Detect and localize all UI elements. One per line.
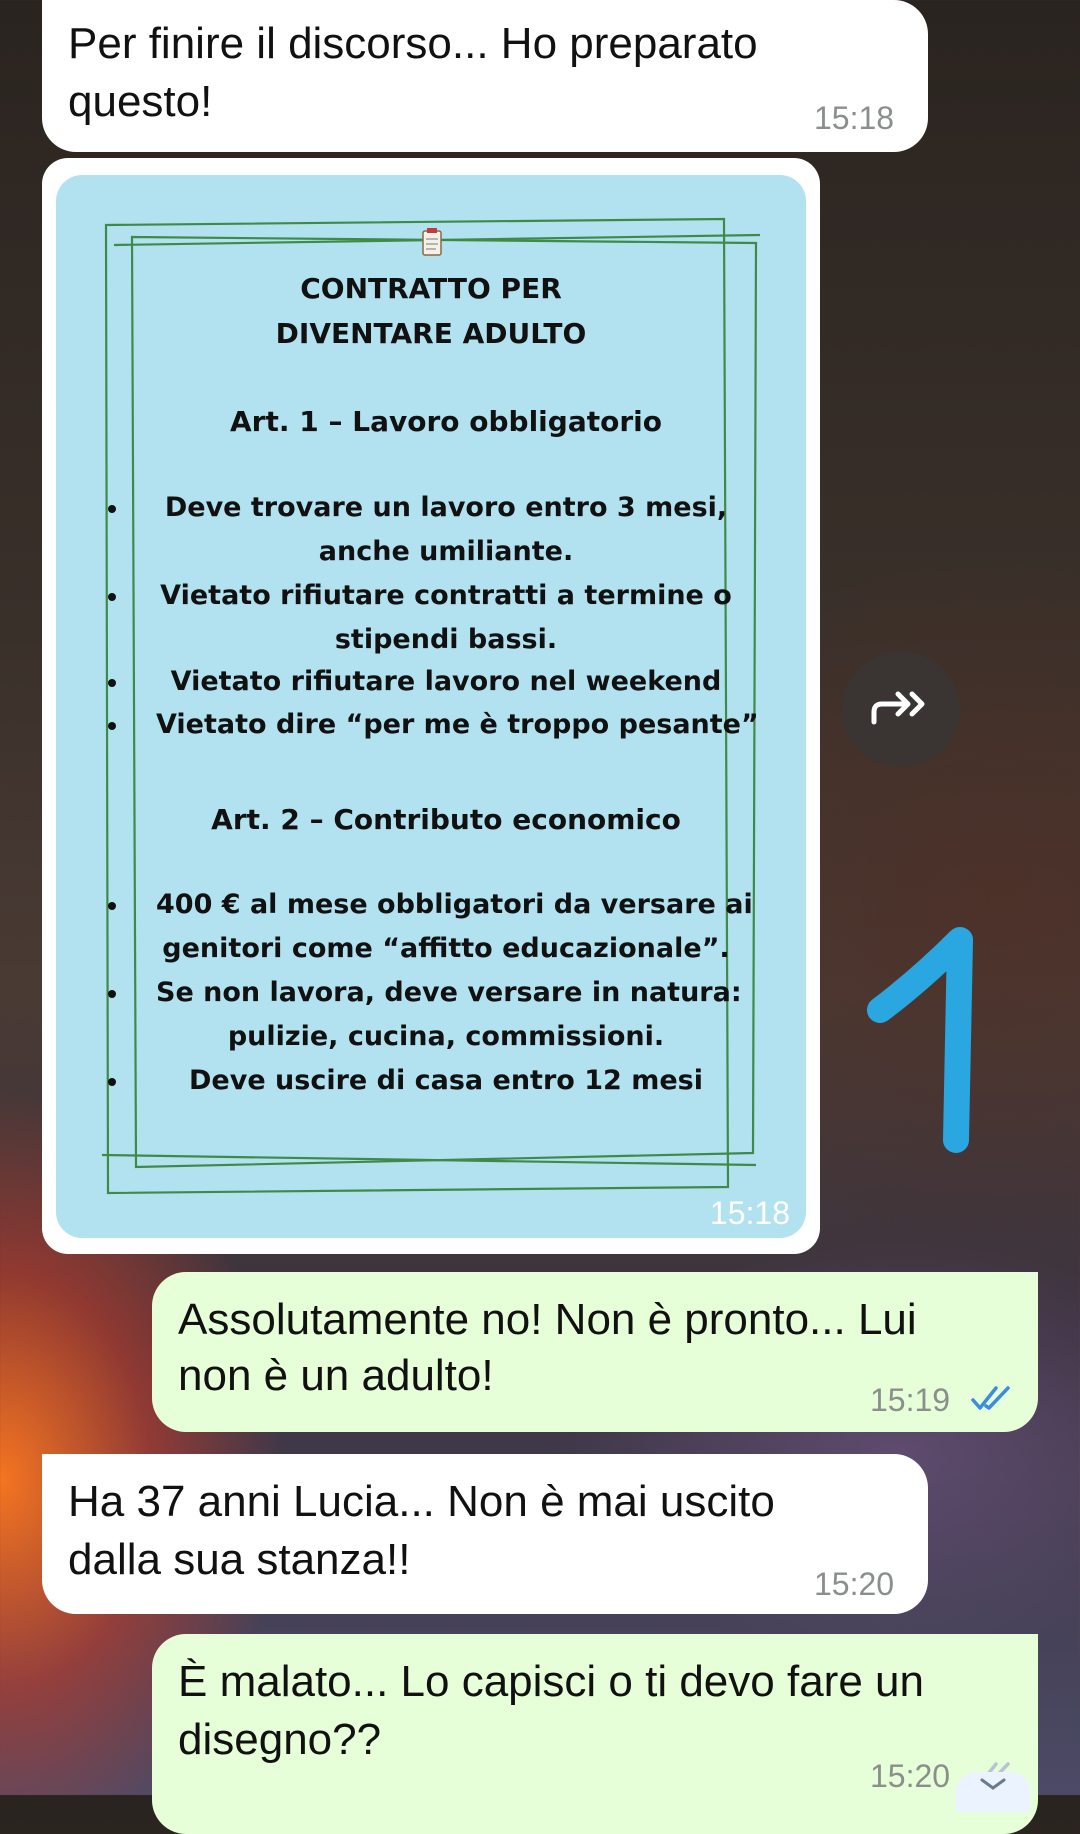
contract-title: CONTRATTO PER [300, 272, 562, 305]
bullet [108, 902, 116, 910]
message-text: È malato... Lo capisci o ti devo fare un [178, 1657, 924, 1706]
annotation-number-one [860, 920, 1000, 1160]
chevron-down-icon [956, 1772, 1030, 1796]
bullet [108, 593, 116, 601]
article-heading: Art. 1 – Lavoro obbligatorio [230, 405, 662, 438]
message-timestamp: 15:20 [870, 1758, 951, 1794]
message-timestamp: 15:19 [870, 1382, 951, 1418]
message-text: Ha 37 anni Lucia... Non è mai uscito [68, 1477, 775, 1526]
bullet [108, 1078, 116, 1086]
contract-clause: Vietato rifiutare contratti a termine o [160, 580, 732, 611]
scroll-down-button[interactable] [956, 1772, 1030, 1812]
message-text: Assolutamente no! Non è pronto... Lui [178, 1295, 917, 1344]
contract-clause: anche umiliante. [318, 536, 574, 567]
contract-clause: Vietato rifiutare lavoro nel weekend [170, 666, 722, 697]
contract-clause: Deve uscire di casa entro 12 mesi [189, 1065, 703, 1096]
contract-title: DIVENTARE ADULTO [275, 317, 587, 350]
bullet [108, 505, 116, 513]
forward-icon [842, 652, 960, 767]
message-bubble-outgoing[interactable] [152, 1634, 1038, 1834]
contract-clause: Vietato dire “per me è troppo pesante” [156, 709, 759, 740]
message-text: non è un adulto! [178, 1351, 494, 1400]
contract-clause: Se non lavora, deve versare in natura: [156, 977, 742, 1008]
message-timestamp: 15:18 [709, 1195, 790, 1231]
contract-clause: genitori come “affitto educazionale”. [162, 933, 730, 964]
contract-clause: Deve trovare un lavoro entro 3 mesi, [164, 492, 728, 523]
message-text: Per finire il discorso... Ho preparato [68, 19, 758, 68]
message-text: disegno?? [178, 1715, 382, 1764]
message-bubble-incoming[interactable] [42, 0, 928, 152]
contract-image[interactable] [56, 175, 806, 1238]
message-bubble-incoming[interactable] [42, 1454, 928, 1614]
contract-clause: 400 € al mese obbligatori da versare ai [156, 889, 753, 920]
article-heading: Art. 2 – Contributo economico [211, 803, 681, 836]
message-text: questo! [68, 77, 213, 126]
bullet [108, 722, 116, 730]
message-timestamp: 15:18 [814, 100, 895, 136]
contract-clause: pulizie, cucina, commissioni. [227, 1021, 665, 1052]
message-timestamp: 15:20 [814, 1566, 895, 1602]
read-ticks-icon [970, 1384, 1016, 1412]
contract-clause: stipendi bassi. [334, 624, 558, 655]
bullet [108, 990, 116, 998]
message-text: dalla sua stanza!! [68, 1535, 411, 1584]
message-bubble-outgoing[interactable] [152, 1272, 1038, 1432]
forward-button[interactable] [842, 652, 960, 767]
clipboard-icon [423, 228, 441, 255]
bullet [108, 679, 116, 687]
